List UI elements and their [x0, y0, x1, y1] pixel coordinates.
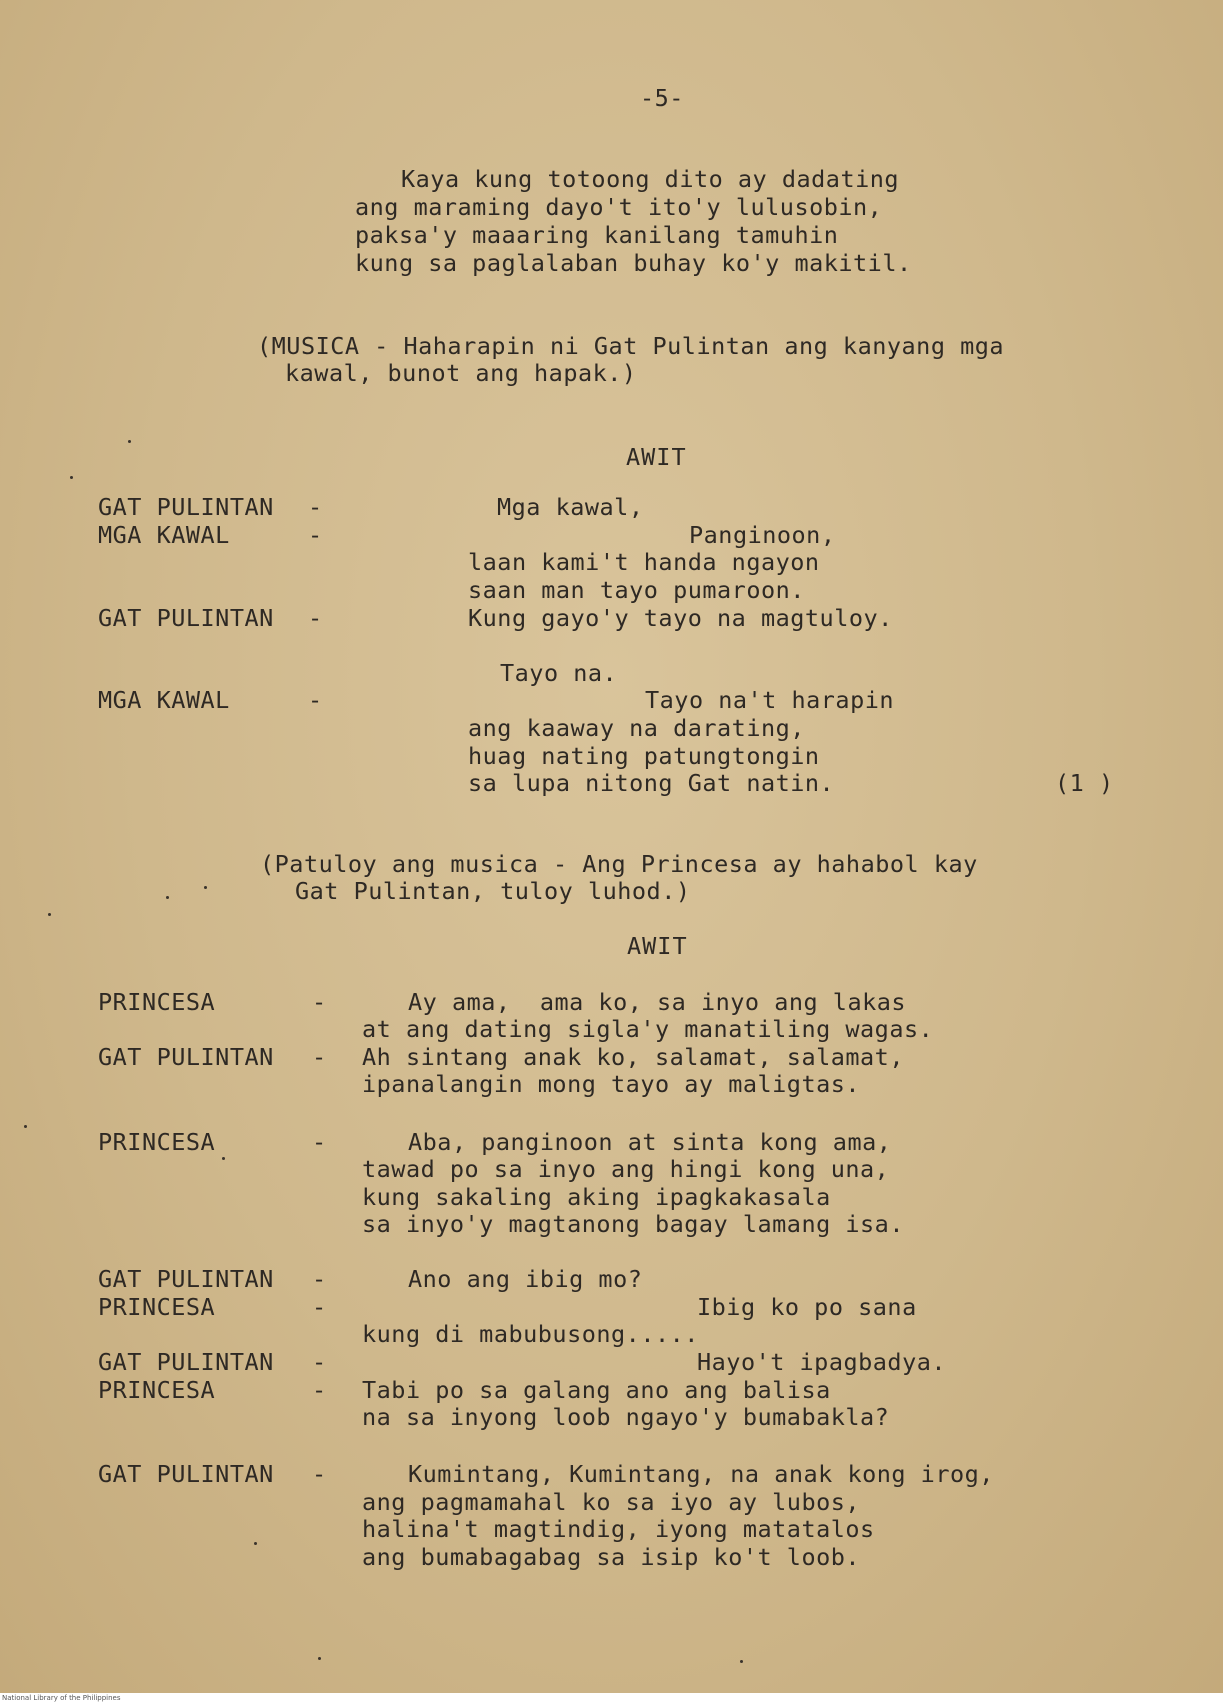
dialogue-line: Ah sintang anak ko, salamat, salamat,: [362, 1043, 904, 1071]
stage-direction-line: (MUSICA - Haharapin ni Gat Pulintan ang kanyang mga: [257, 332, 1005, 360]
speaker-name: PRINCESA: [98, 988, 216, 1016]
dialogue-line: Tabi po sa galang ano ang balisa: [362, 1376, 831, 1404]
speaker-name: GAT PULINTAN: [98, 1043, 274, 1071]
speaker-name: GAT PULINTAN: [98, 1265, 274, 1293]
paper-speck: [70, 476, 73, 479]
speaker-dash: -: [308, 604, 323, 632]
speaker-dash: -: [312, 1376, 327, 1404]
speaker-dash: -: [312, 1460, 327, 1488]
dialogue-line: Ano ang ibig mo?: [408, 1265, 643, 1293]
dialogue-line: Kumintang, Kumintang, na anak kong irog,: [408, 1460, 994, 1488]
dialogue-line: halina't magtindig, iyong matatalos: [362, 1515, 875, 1543]
speaker-dash: -: [308, 686, 323, 714]
speaker-name: MGA KAWAL: [98, 521, 230, 549]
speaker-dash: -: [312, 1293, 327, 1321]
dialogue-line: laan kami't handa ngayon: [468, 548, 820, 576]
speaker-name: PRINCESA: [98, 1128, 216, 1156]
dialogue-line: Hayo't ipagbadya.: [697, 1348, 947, 1376]
paper-speck: [166, 896, 169, 899]
speaker-dash: -: [312, 1043, 327, 1071]
margin-mark: (1 ): [1055, 769, 1114, 797]
speaker-name: GAT PULINTAN: [98, 493, 274, 521]
dialogue-line: at ang dating sigla'y manatiling wagas.: [362, 1015, 934, 1043]
awit-heading: AWIT: [627, 932, 688, 960]
dialogue-line: Aba, panginoon at sinta kong ama,: [408, 1128, 892, 1156]
dialogue-line: huag nating patungtongin: [468, 742, 820, 770]
stage-direction-line: (Patuloy ang musica - Ang Princesa ay hahabol kay: [260, 850, 978, 878]
paper-speck: [318, 1657, 321, 1660]
speaker-dash: -: [312, 1128, 327, 1156]
speaker-name: PRINCESA: [98, 1293, 216, 1321]
dialogue-line: Tayo na't harapin: [645, 686, 895, 714]
speaker-name: MGA KAWAL: [98, 686, 230, 714]
speaker-dash: -: [312, 988, 327, 1016]
speaker-dash: -: [312, 1265, 327, 1293]
paper-speck: [254, 1542, 257, 1545]
dialogue-line: kung sakaling aking ipagkakasala: [362, 1183, 831, 1211]
dialogue-line: Panginoon,: [689, 521, 836, 549]
stage-direction-line: Gat Pulintan, tuloy luhod.): [295, 877, 691, 905]
dialogue-line: na sa inyong loob ngayo'y bumabakla?: [362, 1403, 890, 1431]
dialogue-line: Mga kawal,: [497, 493, 644, 521]
speaker-dash: -: [312, 1348, 327, 1376]
verse-line: Kaya kung totoong dito ay dadating: [401, 165, 900, 193]
dialogue-line: sa lupa nitong Gat natin.: [468, 769, 835, 797]
dialogue-line: ang bumabagabag sa isip ko't loob.: [362, 1543, 861, 1571]
footer-strip: [0, 1693, 1223, 1703]
speaker-dash: -: [308, 493, 323, 521]
paper-speck: [740, 1660, 743, 1663]
page-number: -5-: [640, 84, 684, 112]
footer-credit: National Library of the Philippines: [2, 1694, 121, 1702]
speaker-name: GAT PULINTAN: [98, 1460, 274, 1488]
dialogue-line: sa inyo'y magtanong bagay lamang isa.: [362, 1210, 904, 1238]
speaker-name: GAT PULINTAN: [98, 1348, 274, 1376]
paper-speck: [48, 913, 51, 916]
speaker-name: PRINCESA: [98, 1376, 216, 1404]
dialogue-line: ipanalangin mong tayo ay maligtas.: [362, 1070, 861, 1098]
dialogue-line: ang kaaway na darating,: [468, 714, 805, 742]
paper-speck: [128, 440, 131, 443]
verse-line: kung sa paglalaban buhay ko'y makitil.: [355, 249, 912, 277]
dialogue-line: Ibig ko po sana: [697, 1293, 917, 1321]
dialogue-line: Ay ama, ama ko, sa inyo ang lakas: [408, 988, 907, 1016]
dialogue-line: tawad po sa inyo ang hingi kong una,: [362, 1155, 890, 1183]
speaker-name: GAT PULINTAN: [98, 604, 274, 632]
paper-speck: [222, 1157, 225, 1160]
verse-line: ang maraming dayo't ito'y lulusobin,: [355, 193, 883, 221]
dialogue-line: Tayo na.: [500, 659, 618, 687]
dialogue-line: saan man tayo pumaroon.: [468, 576, 805, 604]
dialogue-line: kung di mabubusong.....: [362, 1320, 699, 1348]
awit-heading: AWIT: [626, 443, 687, 471]
speaker-dash: -: [308, 521, 323, 549]
dialogue-line: ang pagmamahal ko sa iyo ay lubos,: [362, 1488, 861, 1516]
dialogue-line: Kung gayo'y tayo na magtuloy.: [468, 604, 893, 632]
paper-speck: [204, 886, 207, 889]
stage-direction-line: kawal, bunot ang hapak.): [285, 359, 637, 387]
paper-speck: [24, 1125, 27, 1128]
verse-line: paksa'y maaaring kanilang tamuhin: [355, 221, 839, 249]
